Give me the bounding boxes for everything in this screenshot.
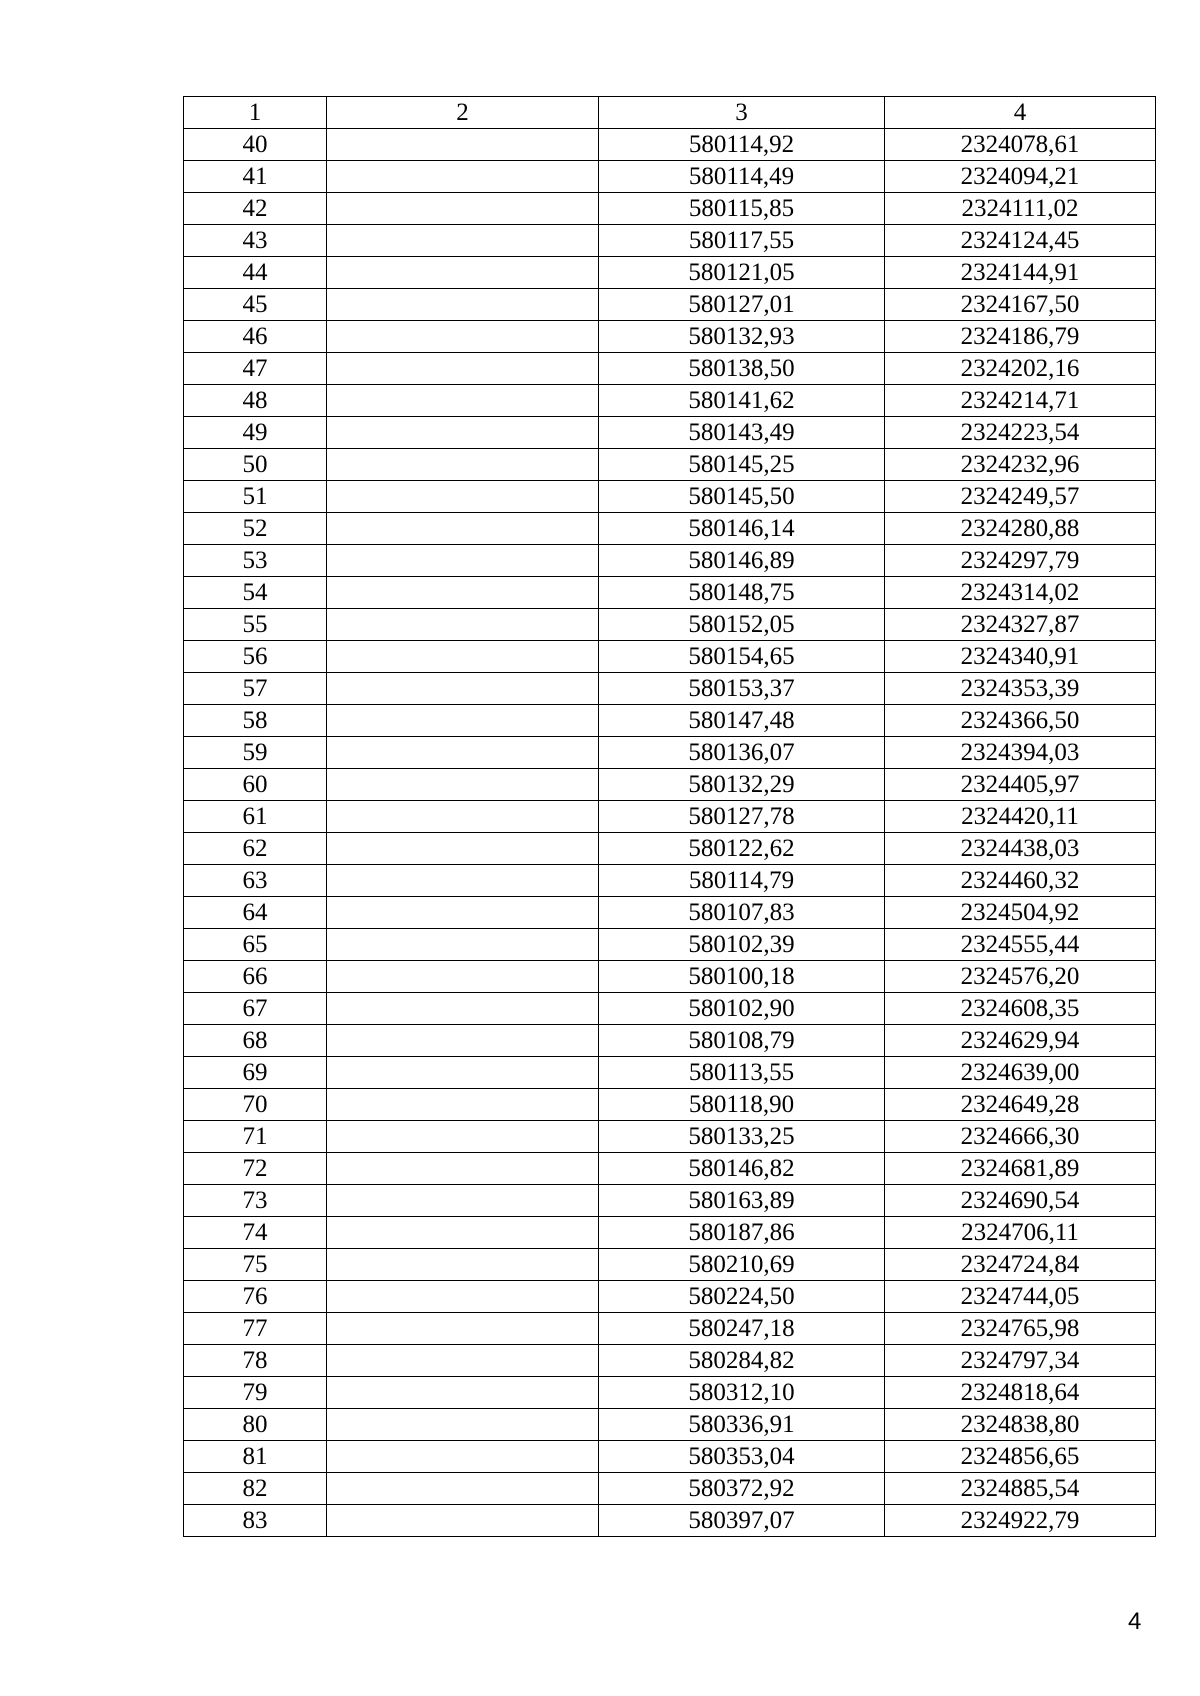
table-row	[184, 801, 1156, 833]
x-coordinate-cell: 580102,90	[599, 993, 885, 1025]
description-cell	[327, 1313, 599, 1345]
y-coordinate-cell: 2324885,54	[885, 1473, 1156, 1505]
table-row	[184, 1505, 1156, 1537]
table-row	[184, 897, 1156, 929]
point-number-cell: 82	[184, 1473, 327, 1505]
table-row	[184, 1057, 1156, 1089]
description-cell	[327, 1281, 599, 1313]
table-row	[184, 385, 1156, 417]
table-row	[184, 1313, 1156, 1345]
point-number-cell: 44	[184, 257, 327, 289]
x-coordinate-cell: 580113,55	[599, 1057, 885, 1089]
description-cell	[327, 353, 599, 385]
description-cell	[327, 513, 599, 545]
description-cell	[327, 865, 599, 897]
table-row	[184, 609, 1156, 641]
point-number-cell: 76	[184, 1281, 327, 1313]
y-coordinate-cell: 2324314,02	[885, 577, 1156, 609]
table-row	[184, 1217, 1156, 1249]
description-cell	[327, 673, 599, 705]
point-number-cell: 80	[184, 1409, 327, 1441]
point-number-cell: 49	[184, 417, 327, 449]
table-row	[184, 1121, 1156, 1153]
x-coordinate-cell: 580146,82	[599, 1153, 885, 1185]
table-row	[184, 513, 1156, 545]
x-coordinate-cell: 580247,18	[599, 1313, 885, 1345]
y-coordinate-cell: 2324167,50	[885, 289, 1156, 321]
description-cell	[327, 417, 599, 449]
point-number-cell: 79	[184, 1377, 327, 1409]
y-coordinate-cell: 2324297,79	[885, 545, 1156, 577]
table-row	[184, 1281, 1156, 1313]
table-row	[184, 1473, 1156, 1505]
x-coordinate-cell: 580114,92	[599, 129, 885, 161]
description-cell	[327, 705, 599, 737]
table-row	[184, 1377, 1156, 1409]
table-row	[184, 961, 1156, 993]
y-coordinate-cell: 2324420,11	[885, 801, 1156, 833]
x-coordinate-cell: 580146,14	[599, 513, 885, 545]
y-coordinate-cell: 2324094,21	[885, 161, 1156, 193]
point-number-cell: 55	[184, 609, 327, 641]
header-col-3: 3	[599, 97, 885, 129]
point-number-cell: 52	[184, 513, 327, 545]
x-coordinate-cell: 580336,91	[599, 1409, 885, 1441]
y-coordinate-cell: 2324681,89	[885, 1153, 1156, 1185]
point-number-cell: 71	[184, 1121, 327, 1153]
point-number-cell: 73	[184, 1185, 327, 1217]
x-coordinate-cell: 580145,50	[599, 481, 885, 513]
table-row	[184, 161, 1156, 193]
y-coordinate-cell: 2324366,50	[885, 705, 1156, 737]
point-number-cell: 65	[184, 929, 327, 961]
table-row	[184, 545, 1156, 577]
y-coordinate-cell: 2324111,02	[885, 193, 1156, 225]
description-cell	[327, 993, 599, 1025]
x-coordinate-cell: 580118,90	[599, 1089, 885, 1121]
header-col-2: 2	[327, 97, 599, 129]
x-coordinate-cell: 580143,49	[599, 417, 885, 449]
x-coordinate-cell: 580210,69	[599, 1249, 885, 1281]
point-number-cell: 63	[184, 865, 327, 897]
x-coordinate-cell: 580114,49	[599, 161, 885, 193]
x-coordinate-cell: 580114,79	[599, 865, 885, 897]
y-coordinate-cell: 2324504,92	[885, 897, 1156, 929]
table-row	[184, 1345, 1156, 1377]
description-cell	[327, 961, 599, 993]
table-row	[184, 1185, 1156, 1217]
point-number-cell: 47	[184, 353, 327, 385]
x-coordinate-cell: 580132,29	[599, 769, 885, 801]
description-cell	[327, 737, 599, 769]
y-coordinate-cell: 2324706,11	[885, 1217, 1156, 1249]
x-coordinate-cell: 580372,92	[599, 1473, 885, 1505]
x-coordinate-cell: 580122,62	[599, 833, 885, 865]
table-row	[184, 417, 1156, 449]
x-coordinate-cell: 580141,62	[599, 385, 885, 417]
table-row	[184, 129, 1156, 161]
y-coordinate-cell: 2324124,45	[885, 225, 1156, 257]
page-number: 4	[1128, 1608, 1142, 1635]
point-number-cell: 70	[184, 1089, 327, 1121]
y-coordinate-cell: 2324690,54	[885, 1185, 1156, 1217]
description-cell	[327, 801, 599, 833]
table-header-row	[184, 97, 1156, 129]
point-number-cell: 51	[184, 481, 327, 513]
table-row	[184, 353, 1156, 385]
x-coordinate-cell: 580136,07	[599, 737, 885, 769]
x-coordinate-cell: 580353,04	[599, 1441, 885, 1473]
y-coordinate-cell: 2324394,03	[885, 737, 1156, 769]
table-row	[184, 1025, 1156, 1057]
point-number-cell: 54	[184, 577, 327, 609]
y-coordinate-cell: 2324223,54	[885, 417, 1156, 449]
y-coordinate-cell: 2324856,65	[885, 1441, 1156, 1473]
description-cell	[327, 1089, 599, 1121]
table-row	[184, 193, 1156, 225]
table-row	[184, 449, 1156, 481]
table-row	[184, 737, 1156, 769]
x-coordinate-cell: 580154,65	[599, 641, 885, 673]
table-row	[184, 257, 1156, 289]
y-coordinate-cell: 2324232,96	[885, 449, 1156, 481]
table-row	[184, 225, 1156, 257]
y-coordinate-cell: 2324460,32	[885, 865, 1156, 897]
x-coordinate-cell: 580397,07	[599, 1505, 885, 1537]
table-row	[184, 1153, 1156, 1185]
point-number-cell: 72	[184, 1153, 327, 1185]
table-row	[184, 1409, 1156, 1441]
x-coordinate-cell: 580147,48	[599, 705, 885, 737]
point-number-cell: 57	[184, 673, 327, 705]
description-cell	[327, 449, 599, 481]
y-coordinate-cell: 2324724,84	[885, 1249, 1156, 1281]
x-coordinate-cell: 580148,75	[599, 577, 885, 609]
y-coordinate-cell: 2324438,03	[885, 833, 1156, 865]
point-number-cell: 50	[184, 449, 327, 481]
y-coordinate-cell: 2324818,64	[885, 1377, 1156, 1409]
point-number-cell: 64	[184, 897, 327, 929]
description-cell	[327, 577, 599, 609]
table-row	[184, 769, 1156, 801]
point-number-cell: 78	[184, 1345, 327, 1377]
description-cell	[327, 1473, 599, 1505]
point-number-cell: 41	[184, 161, 327, 193]
description-cell	[327, 161, 599, 193]
point-number-cell: 77	[184, 1313, 327, 1345]
x-coordinate-cell: 580127,78	[599, 801, 885, 833]
point-number-cell: 83	[184, 1505, 327, 1537]
x-coordinate-cell: 580127,01	[599, 289, 885, 321]
y-coordinate-cell: 2324797,34	[885, 1345, 1156, 1377]
point-number-cell: 40	[184, 129, 327, 161]
point-number-cell: 81	[184, 1441, 327, 1473]
table-row	[184, 1441, 1156, 1473]
y-coordinate-cell: 2324280,88	[885, 513, 1156, 545]
table-row	[184, 321, 1156, 353]
description-cell	[327, 1217, 599, 1249]
description-cell	[327, 1057, 599, 1089]
description-cell	[327, 1249, 599, 1281]
table-row	[184, 641, 1156, 673]
point-number-cell: 74	[184, 1217, 327, 1249]
y-coordinate-cell: 2324629,94	[885, 1025, 1156, 1057]
description-cell	[327, 257, 599, 289]
x-coordinate-cell: 580312,10	[599, 1377, 885, 1409]
table-row	[184, 1089, 1156, 1121]
description-cell	[327, 289, 599, 321]
table-row	[184, 993, 1156, 1025]
description-cell	[327, 193, 599, 225]
description-cell	[327, 385, 599, 417]
y-coordinate-cell: 2324649,28	[885, 1089, 1156, 1121]
table-row	[184, 577, 1156, 609]
y-coordinate-cell: 2324249,57	[885, 481, 1156, 513]
y-coordinate-cell: 2324353,39	[885, 673, 1156, 705]
point-number-cell: 68	[184, 1025, 327, 1057]
header-col-4: 4	[885, 97, 1156, 129]
point-number-cell: 67	[184, 993, 327, 1025]
table-row	[184, 481, 1156, 513]
x-coordinate-cell: 580121,05	[599, 257, 885, 289]
point-number-cell: 42	[184, 193, 327, 225]
x-coordinate-cell: 580107,83	[599, 897, 885, 929]
point-number-cell: 60	[184, 769, 327, 801]
y-coordinate-cell: 2324340,91	[885, 641, 1156, 673]
description-cell	[327, 321, 599, 353]
x-coordinate-cell: 580224,50	[599, 1281, 885, 1313]
x-coordinate-cell: 580146,89	[599, 545, 885, 577]
point-number-cell: 58	[184, 705, 327, 737]
y-coordinate-cell: 2324922,79	[885, 1505, 1156, 1537]
point-number-cell: 69	[184, 1057, 327, 1089]
point-number-cell: 66	[184, 961, 327, 993]
point-number-cell: 46	[184, 321, 327, 353]
description-cell	[327, 1185, 599, 1217]
y-coordinate-cell: 2324608,35	[885, 993, 1156, 1025]
description-cell	[327, 609, 599, 641]
table-row	[184, 289, 1156, 321]
description-cell	[327, 129, 599, 161]
y-coordinate-cell: 2324639,00	[885, 1057, 1156, 1089]
x-coordinate-cell: 580138,50	[599, 353, 885, 385]
description-cell	[327, 769, 599, 801]
table-row	[184, 673, 1156, 705]
table-row	[184, 1249, 1156, 1281]
y-coordinate-cell: 2324744,05	[885, 1281, 1156, 1313]
x-coordinate-cell: 580100,18	[599, 961, 885, 993]
y-coordinate-cell: 2324078,61	[885, 129, 1156, 161]
y-coordinate-cell: 2324405,97	[885, 769, 1156, 801]
x-coordinate-cell: 580152,05	[599, 609, 885, 641]
y-coordinate-cell: 2324214,71	[885, 385, 1156, 417]
x-coordinate-cell: 580132,93	[599, 321, 885, 353]
description-cell	[327, 1505, 599, 1537]
x-coordinate-cell: 580117,55	[599, 225, 885, 257]
description-cell	[327, 1377, 599, 1409]
x-coordinate-cell: 580153,37	[599, 673, 885, 705]
description-cell	[327, 897, 599, 929]
x-coordinate-cell: 580145,25	[599, 449, 885, 481]
header-col-1: 1	[184, 97, 327, 129]
y-coordinate-cell: 2324202,16	[885, 353, 1156, 385]
table-row	[184, 705, 1156, 737]
point-number-cell: 43	[184, 225, 327, 257]
point-number-cell: 48	[184, 385, 327, 417]
x-coordinate-cell: 580102,39	[599, 929, 885, 961]
point-number-cell: 59	[184, 737, 327, 769]
table-row	[184, 865, 1156, 897]
y-coordinate-cell: 2324666,30	[885, 1121, 1156, 1153]
y-coordinate-cell: 2324186,79	[885, 321, 1156, 353]
table-row	[184, 929, 1156, 961]
description-cell	[327, 1121, 599, 1153]
point-number-cell: 75	[184, 1249, 327, 1281]
x-coordinate-cell: 580115,85	[599, 193, 885, 225]
y-coordinate-cell: 2324144,91	[885, 257, 1156, 289]
x-coordinate-cell: 580284,82	[599, 1345, 885, 1377]
y-coordinate-cell: 2324555,44	[885, 929, 1156, 961]
description-cell	[327, 481, 599, 513]
description-cell	[327, 1441, 599, 1473]
description-cell	[327, 225, 599, 257]
description-cell	[327, 1025, 599, 1057]
y-coordinate-cell: 2324576,20	[885, 961, 1156, 993]
point-number-cell: 62	[184, 833, 327, 865]
description-cell	[327, 1153, 599, 1185]
x-coordinate-cell: 580163,89	[599, 1185, 885, 1217]
description-cell	[327, 641, 599, 673]
y-coordinate-cell: 2324838,80	[885, 1409, 1156, 1441]
x-coordinate-cell: 580108,79	[599, 1025, 885, 1057]
coordinates-table	[183, 96, 1156, 1537]
table-body	[184, 129, 1156, 1537]
description-cell	[327, 833, 599, 865]
point-number-cell: 61	[184, 801, 327, 833]
x-coordinate-cell: 580133,25	[599, 1121, 885, 1153]
y-coordinate-cell: 2324765,98	[885, 1313, 1156, 1345]
point-number-cell: 45	[184, 289, 327, 321]
x-coordinate-cell: 580187,86	[599, 1217, 885, 1249]
y-coordinate-cell: 2324327,87	[885, 609, 1156, 641]
description-cell	[327, 1345, 599, 1377]
table-row	[184, 833, 1156, 865]
point-number-cell: 56	[184, 641, 327, 673]
description-cell	[327, 929, 599, 961]
description-cell	[327, 545, 599, 577]
point-number-cell: 53	[184, 545, 327, 577]
description-cell	[327, 1409, 599, 1441]
